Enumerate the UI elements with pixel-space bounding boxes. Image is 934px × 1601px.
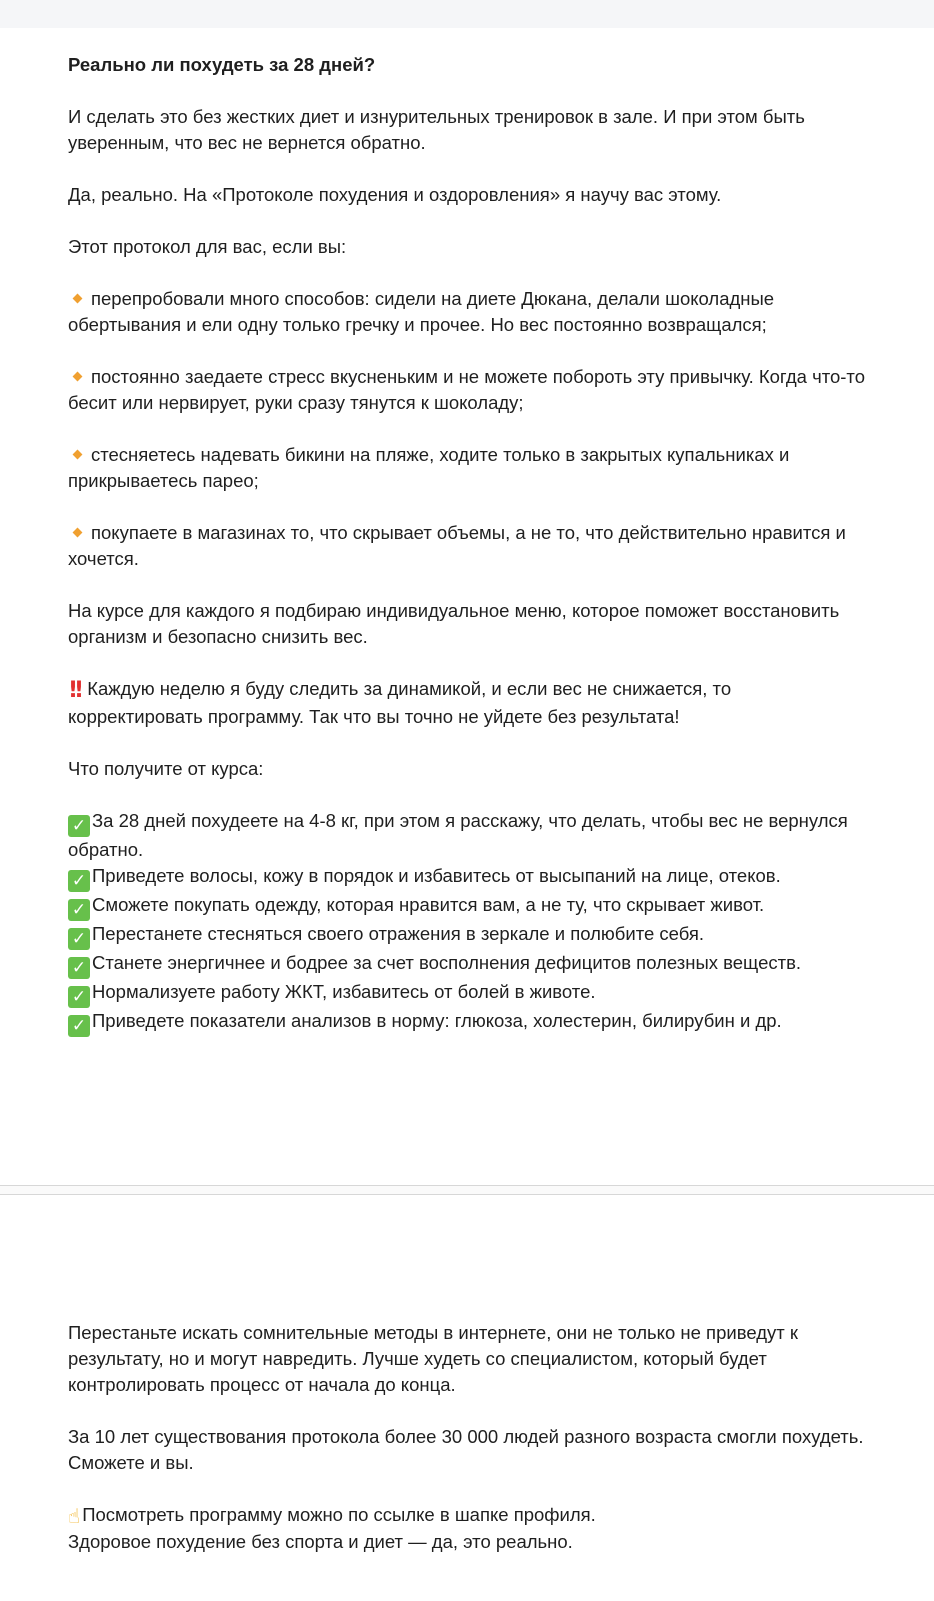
- check-mark-icon: ✓: [68, 870, 90, 892]
- benefit-text: За 28 дней похудеете на 4-8 кг, при этом я расскажу, что делать, чтобы вес не вернулся обратно.: [68, 810, 848, 860]
- post-body: [0, 28, 934, 1037]
- warning-text: Каждую неделю я буду следить за динамикой, и если вес не снижается, то корректировать программу. Так что вы точно не уйдете без результата!: [68, 678, 732, 727]
- benefit-item: [68, 892, 866, 921]
- post-title: Реально ли похудеть за 28 дней?: [68, 54, 376, 75]
- check-mark-icon: ✓: [68, 815, 90, 837]
- section-divider: [0, 1185, 934, 1195]
- post2-content: [68, 1320, 868, 1555]
- menu-paragraph: На курсе для каждого я подбираю индивидуальное меню, которое поможет восстановить организм и безопасно снизить вес.: [68, 600, 840, 647]
- bullet-text: покупаете в магазинах то, что скрывает объемы, а не то, что действительно нравится и хочется.: [68, 522, 846, 569]
- orange-diamond-icon: [73, 528, 83, 538]
- benefit-item: [68, 979, 866, 1008]
- orange-diamond-icon: [73, 294, 83, 304]
- benefit-item: [68, 808, 866, 863]
- for-you-paragraph: Этот протокол для вас, если вы:: [68, 236, 347, 257]
- benefit-text: Приведете волосы, кожу в порядок и избавитесь от высыпаний на лице, отеков.: [92, 865, 781, 886]
- bullet-item: [68, 364, 866, 416]
- check-mark-icon: ✓: [68, 928, 90, 950]
- benefit-item: [68, 921, 866, 950]
- cta-text: Посмотреть программу можно по ссылке в шапке профиля.: [82, 1504, 596, 1525]
- stats-paragraph: За 10 лет существования протокола более 30 000 людей разного возраста смогли похудеть. Сможете и вы.: [68, 1426, 864, 1473]
- benefit-text: Сможете покупать одежду, которая нравится вам, а не ту, что скрывает живот.: [92, 894, 765, 915]
- benefit-item: [68, 1008, 866, 1037]
- bullet-item: [68, 520, 866, 572]
- bullet-text: стесняетесь надевать бикини на пляже, ходите только в закрытых купальниках и прикрываетесь парео;: [68, 444, 790, 491]
- bullet-item: [68, 286, 866, 338]
- answer-paragraph: Да, реально. На «Протоколе похудения и оздоровления» я научу вас этому.: [68, 184, 722, 205]
- benefits-heading: Что получите от курса:: [68, 758, 264, 779]
- check-mark-icon: ✓: [68, 986, 90, 1008]
- post-content: [0, 28, 934, 1037]
- bullet-text: перепробовали много способов: сидели на диете Дюкана, делали шоколадные обертывания и ели одну только гречку и прочее. Но вес постоянно возвращался;: [68, 288, 775, 335]
- benefit-text: Приведете показатели анализов в норму: глюкоза, холестерин, билирубин и др.: [92, 1010, 782, 1031]
- pointing-finger-icon: ☝: [68, 1504, 81, 1528]
- intro-paragraph: И сделать это без жестких диет и изнурительных тренировок в зале. И при этом быть уверенным, что вес не вернется обратно.: [68, 106, 805, 153]
- check-mark-icon: ✓: [68, 957, 90, 979]
- orange-diamond-icon: [73, 372, 83, 382]
- orange-diamond-icon: [73, 450, 83, 460]
- benefit-item: [68, 950, 866, 979]
- benefit-item: [68, 863, 866, 892]
- double-exclamation-icon: !!: [68, 678, 81, 703]
- bullet-item: [68, 442, 866, 494]
- check-mark-icon: ✓: [68, 1015, 90, 1037]
- bullet-text: постоянно заедаете стресс вкусненьким и не можете побороть эту привычку. Когда что-то бесит или нервирует, руки сразу тянутся к шоколаду;: [68, 366, 865, 413]
- stop-paragraph: Перестаньте искать сомнительные методы в интернете, они не только не приведут к результату, но и могут навредить. Лучше худеть со специалистом, который будет контролировать процесс от начала до конца.: [68, 1322, 798, 1395]
- top-strip: [0, 0, 934, 28]
- check-mark-icon: ✓: [68, 899, 90, 921]
- benefit-text: Станете энергичнее и бодрее за счет восполнения дефицитов полезных веществ.: [92, 952, 802, 973]
- warning-paragraph: [68, 676, 866, 730]
- benefit-text: Перестанете стесняться своего отражения в зеркале и полюбите себя.: [92, 923, 705, 944]
- cta-paragraph: [68, 1502, 868, 1529]
- closing-paragraph: Здоровое похудение без спорта и диет — да, это реально.: [68, 1531, 573, 1552]
- benefit-text: Нормализуете работу ЖКТ, избавитесь от болей в животе.: [92, 981, 596, 1002]
